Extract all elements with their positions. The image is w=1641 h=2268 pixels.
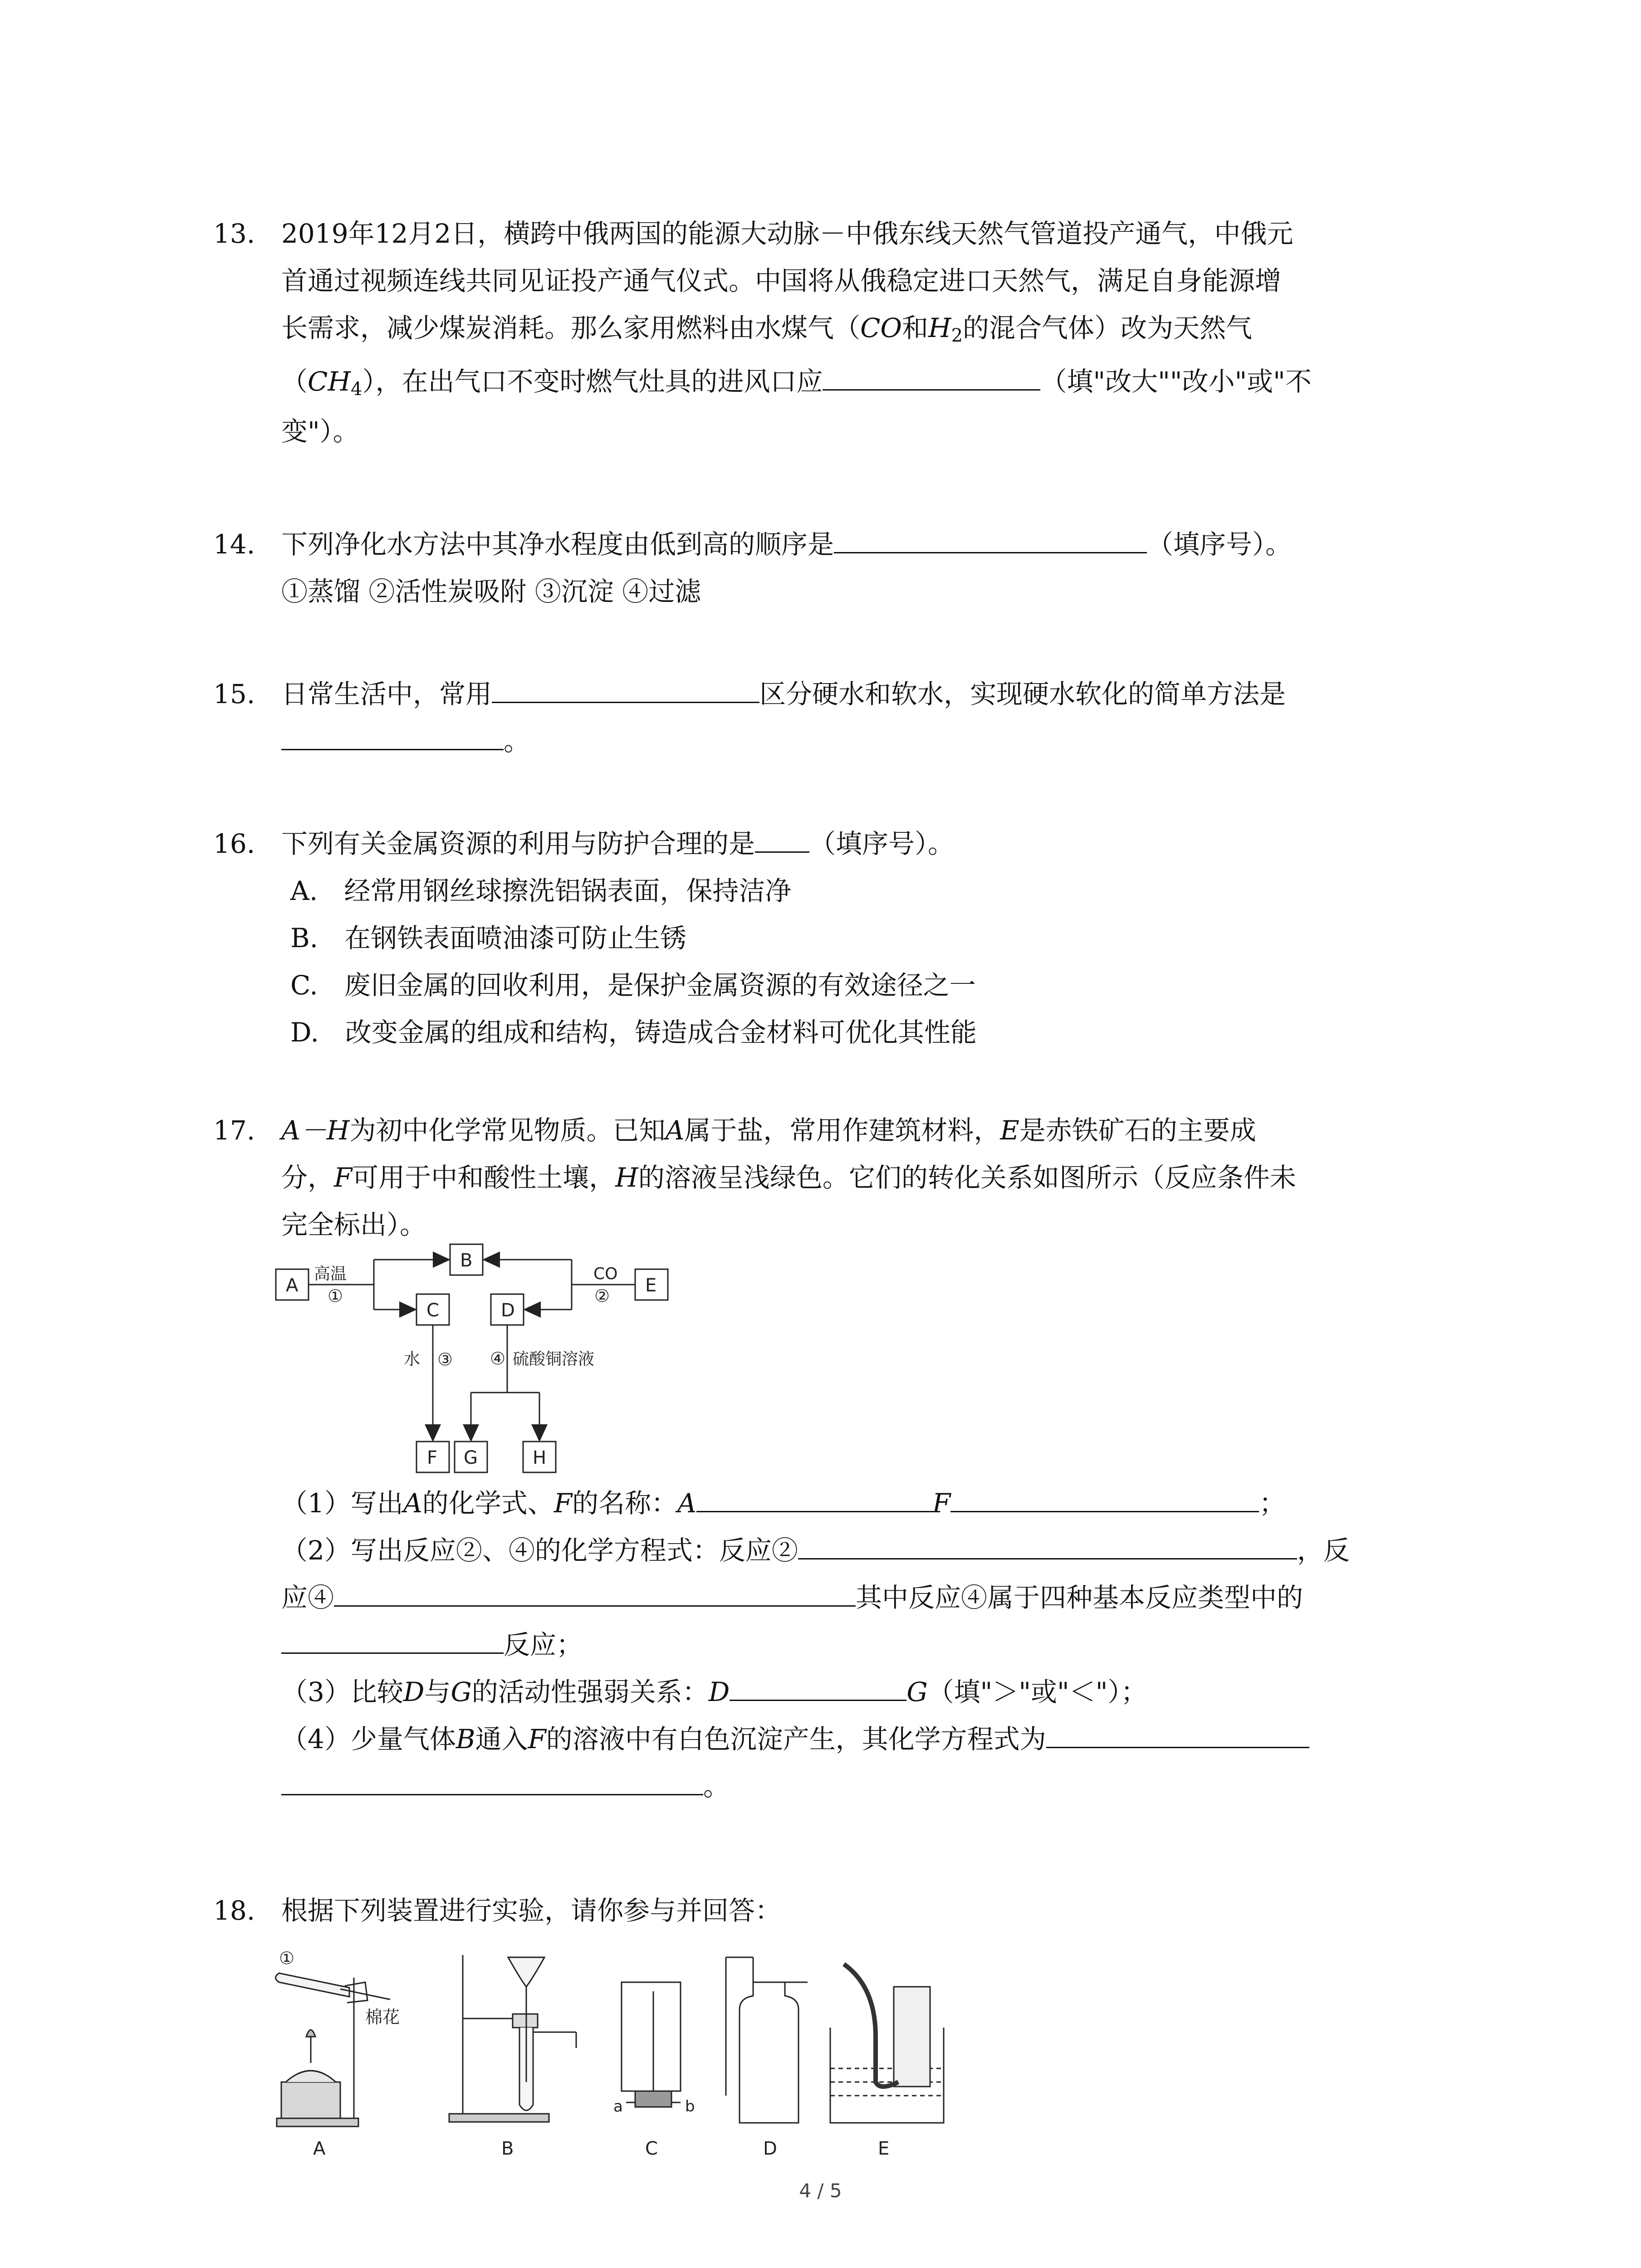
q17-part-3 <box>281 1668 1147 1716</box>
text: 与 <box>424 1677 451 1707</box>
text: （填序号）。 <box>1147 529 1292 560</box>
q17-line-1 <box>281 1107 1256 1154</box>
formula-ch4: CH <box>308 366 351 397</box>
symbol: H <box>615 1162 638 1193</box>
option-a[interactable]: A. 经常用钢丝球擦洗铝锅表面，保持洁净 <box>290 875 792 906</box>
question-number: 14. <box>213 529 255 560</box>
q17-part-4-end <box>281 1763 730 1810</box>
question-number: 15. <box>213 679 255 709</box>
tube-circle-label: ① <box>279 1948 295 1968</box>
answer-blank[interactable] <box>950 1484 1259 1512</box>
subscript: 4 <box>350 379 362 400</box>
q14-line-2: ①蒸馏 ②活性炭吸附 ③沉淀 ④过滤 <box>281 576 701 607</box>
label-gaowen: 高温 <box>314 1265 347 1283</box>
text: 的溶液中有白色沉淀产生，其化学方程式为 <box>546 1724 1046 1755</box>
q13-line-5: 变"）。 <box>281 416 359 447</box>
answer-blank[interactable] <box>755 824 809 853</box>
text: ，反 <box>1297 1535 1350 1566</box>
q13-line-1: 2019年12月2日，横跨中俄两国的能源大动脉－中俄东线天然气管道投产通气，中俄元 <box>281 218 1293 249</box>
text: （2）写出反应②、④的化学方程式：反应② <box>281 1535 798 1566</box>
apparatus-b-label: B <box>501 2138 514 2159</box>
answer-blank[interactable] <box>798 1531 1297 1559</box>
q18-line-1: 根据下列装置进行实验，请你参与并回答： <box>281 1895 782 1926</box>
symbol: B <box>456 1724 475 1755</box>
subscript: 2 <box>951 325 963 346</box>
label-r2: ② <box>594 1286 610 1306</box>
label-f: F <box>427 1447 438 1468</box>
q17-part-1 <box>281 1480 1285 1527</box>
text: （填序号）。 <box>809 828 955 859</box>
symbol: A <box>677 1488 696 1519</box>
text: 反应； <box>504 1629 583 1660</box>
label-d: D <box>501 1300 515 1321</box>
apparatus-b <box>449 1955 576 2122</box>
q15-line-2 <box>281 718 530 765</box>
question-16 <box>213 820 1470 1056</box>
text: （ <box>281 366 308 397</box>
label-b: B <box>460 1250 473 1271</box>
text: 的化学式、 <box>422 1488 554 1519</box>
option-b[interactable]: B. 在钢铁表面喷油漆可防止生锈 <box>290 923 687 953</box>
symbol: G <box>451 1677 472 1707</box>
symbol: D <box>403 1677 425 1707</box>
question-number: 16. <box>213 828 255 859</box>
label-e: E <box>645 1275 657 1296</box>
text: 日常生活中，常用 <box>281 679 492 709</box>
q15-line-1 <box>281 670 1286 718</box>
symbol: F <box>554 1488 573 1519</box>
label-r4: ④ <box>490 1349 506 1369</box>
text: （填"改大""改小"或"不 <box>1040 366 1312 397</box>
symbol: E <box>1000 1115 1019 1146</box>
answer-blank[interactable] <box>823 362 1040 391</box>
text: 长需求，减少煤炭消耗。那么家用燃料由水煤气（ <box>281 313 861 343</box>
q17-line-3: 完全标出）。 <box>281 1209 426 1240</box>
text: 的名称： <box>572 1488 678 1519</box>
text: 是赤铁矿石的主要成 <box>1019 1115 1256 1146</box>
apparatus-e-label: E <box>878 2138 890 2159</box>
answer-blank[interactable] <box>730 1672 906 1701</box>
question-17-parts <box>227 1480 1470 1810</box>
q16-line-1 <box>281 820 954 867</box>
question-17 <box>213 1107 1470 1248</box>
question-number: 13. <box>213 218 255 249</box>
question-15 <box>213 670 1470 765</box>
text: 。 <box>504 726 530 757</box>
label-cuso4: 硫酸铜溶液 <box>513 1350 595 1369</box>
question-18 <box>213 1887 1470 1934</box>
text: ； <box>1259 1488 1286 1519</box>
label-r3: ③ <box>437 1349 453 1369</box>
answer-blank[interactable] <box>281 722 504 750</box>
text: 的混合气体）改为天然气 <box>963 313 1253 343</box>
q17-line-2 <box>281 1154 1296 1201</box>
text: 和 <box>901 313 928 343</box>
question-number: 18. <box>213 1895 255 1926</box>
q17-part-2-end <box>281 1621 583 1668</box>
answer-blank[interactable] <box>492 675 759 703</box>
label-g: G <box>464 1447 478 1468</box>
text: 分， <box>281 1162 334 1193</box>
q17-part-4 <box>281 1716 1309 1763</box>
apparatus-a-label: A <box>313 2138 326 2159</box>
apparatus-c-label: C <box>645 2138 658 2159</box>
symbol: F <box>528 1724 546 1755</box>
label-a: A <box>286 1275 299 1296</box>
text: （3）比较 <box>281 1677 403 1707</box>
text: 。 <box>703 1771 730 1802</box>
answer-blank[interactable] <box>334 1578 856 1607</box>
answer-blank[interactable] <box>834 525 1147 553</box>
reaction-diagram <box>272 1243 681 1479</box>
q13-line-2: 首通过视频连线共同见证投产通气仪式。中国将从俄稳定进口天然气，满足自身能源增 <box>281 265 1282 296</box>
symbol: A <box>665 1115 685 1146</box>
text: 的活动性强弱关系： <box>471 1677 709 1707</box>
text: （填"＞"或"＜"）； <box>927 1677 1147 1707</box>
q17-part-2 <box>281 1527 1350 1574</box>
label-co: CO <box>593 1265 618 1283</box>
question-13 <box>213 210 1470 455</box>
q14-line-1 <box>281 521 1292 568</box>
text: （1）写出 <box>281 1488 403 1519</box>
q13-line-3 <box>281 304 1252 359</box>
text: 为初中化学常见物质。已知 <box>349 1115 666 1146</box>
label-h: H <box>533 1447 547 1468</box>
text: 可用于中和酸性土壤， <box>352 1162 616 1193</box>
port-b-label: b <box>685 2097 695 2116</box>
text: 的溶液呈浅绿色。它们的转化关系如图所示（反应条件未 <box>638 1162 1296 1193</box>
label-water: 水 <box>404 1350 421 1369</box>
option-c[interactable]: C. 废旧金属的回收利用，是保护金属资源的有效途径之一 <box>290 970 976 1001</box>
answer-blank[interactable] <box>281 1767 703 1795</box>
text: 下列净化水方法中其净水程度由低到高的顺序是 <box>281 529 834 560</box>
text: （4）少量气体 <box>281 1724 456 1755</box>
apparatus-c <box>613 1982 695 2116</box>
symbol: A－H <box>281 1115 350 1146</box>
formula-co: CO <box>860 313 902 343</box>
symbol: G <box>906 1677 928 1707</box>
answer-blank[interactable] <box>1046 1720 1309 1748</box>
question-14 <box>213 521 1470 615</box>
symbol: F <box>932 1488 951 1519</box>
answer-blank[interactable] <box>696 1484 932 1512</box>
apparatus-e <box>830 1964 944 2123</box>
q17-part-2-cont <box>281 1574 1303 1621</box>
apparatus-a <box>276 1948 400 2126</box>
formula-h2: H <box>928 313 951 343</box>
text: 下列有关金属资源的利用与防护合理的是 <box>281 828 755 859</box>
symbol: A <box>403 1488 422 1519</box>
symbol: D <box>708 1677 730 1707</box>
answer-blank[interactable] <box>281 1625 504 1654</box>
q13-line-4 <box>281 358 1312 413</box>
option-d[interactable]: D. 改变金属的组成和结构，铸造成合金材料可优化其性能 <box>290 1017 977 1048</box>
apparatus-d-label: D <box>763 2138 777 2159</box>
cotton-label: 棉花 <box>365 2007 400 2027</box>
text: 属于盐，常用作建筑材料， <box>684 1115 1000 1146</box>
text: 通入 <box>475 1724 528 1755</box>
apparatus-figure <box>272 1946 953 2159</box>
text: 区分硬水和软水，实现硬水软化的简单方法是 <box>759 679 1286 709</box>
label-r1: ① <box>328 1286 343 1306</box>
port-a-label: a <box>613 2097 623 2116</box>
label-c: C <box>426 1300 439 1321</box>
text: 其中反应④属于四种基本反应类型中的 <box>856 1582 1303 1613</box>
text: ），在出气口不变时燃气灶具的进风口应 <box>362 366 823 397</box>
text: 应④ <box>281 1582 334 1613</box>
page-number: 4 / 5 <box>799 2180 842 2202</box>
symbol: F <box>334 1162 353 1193</box>
question-number: 17. <box>213 1115 255 1146</box>
apparatus-d <box>726 1957 808 2123</box>
